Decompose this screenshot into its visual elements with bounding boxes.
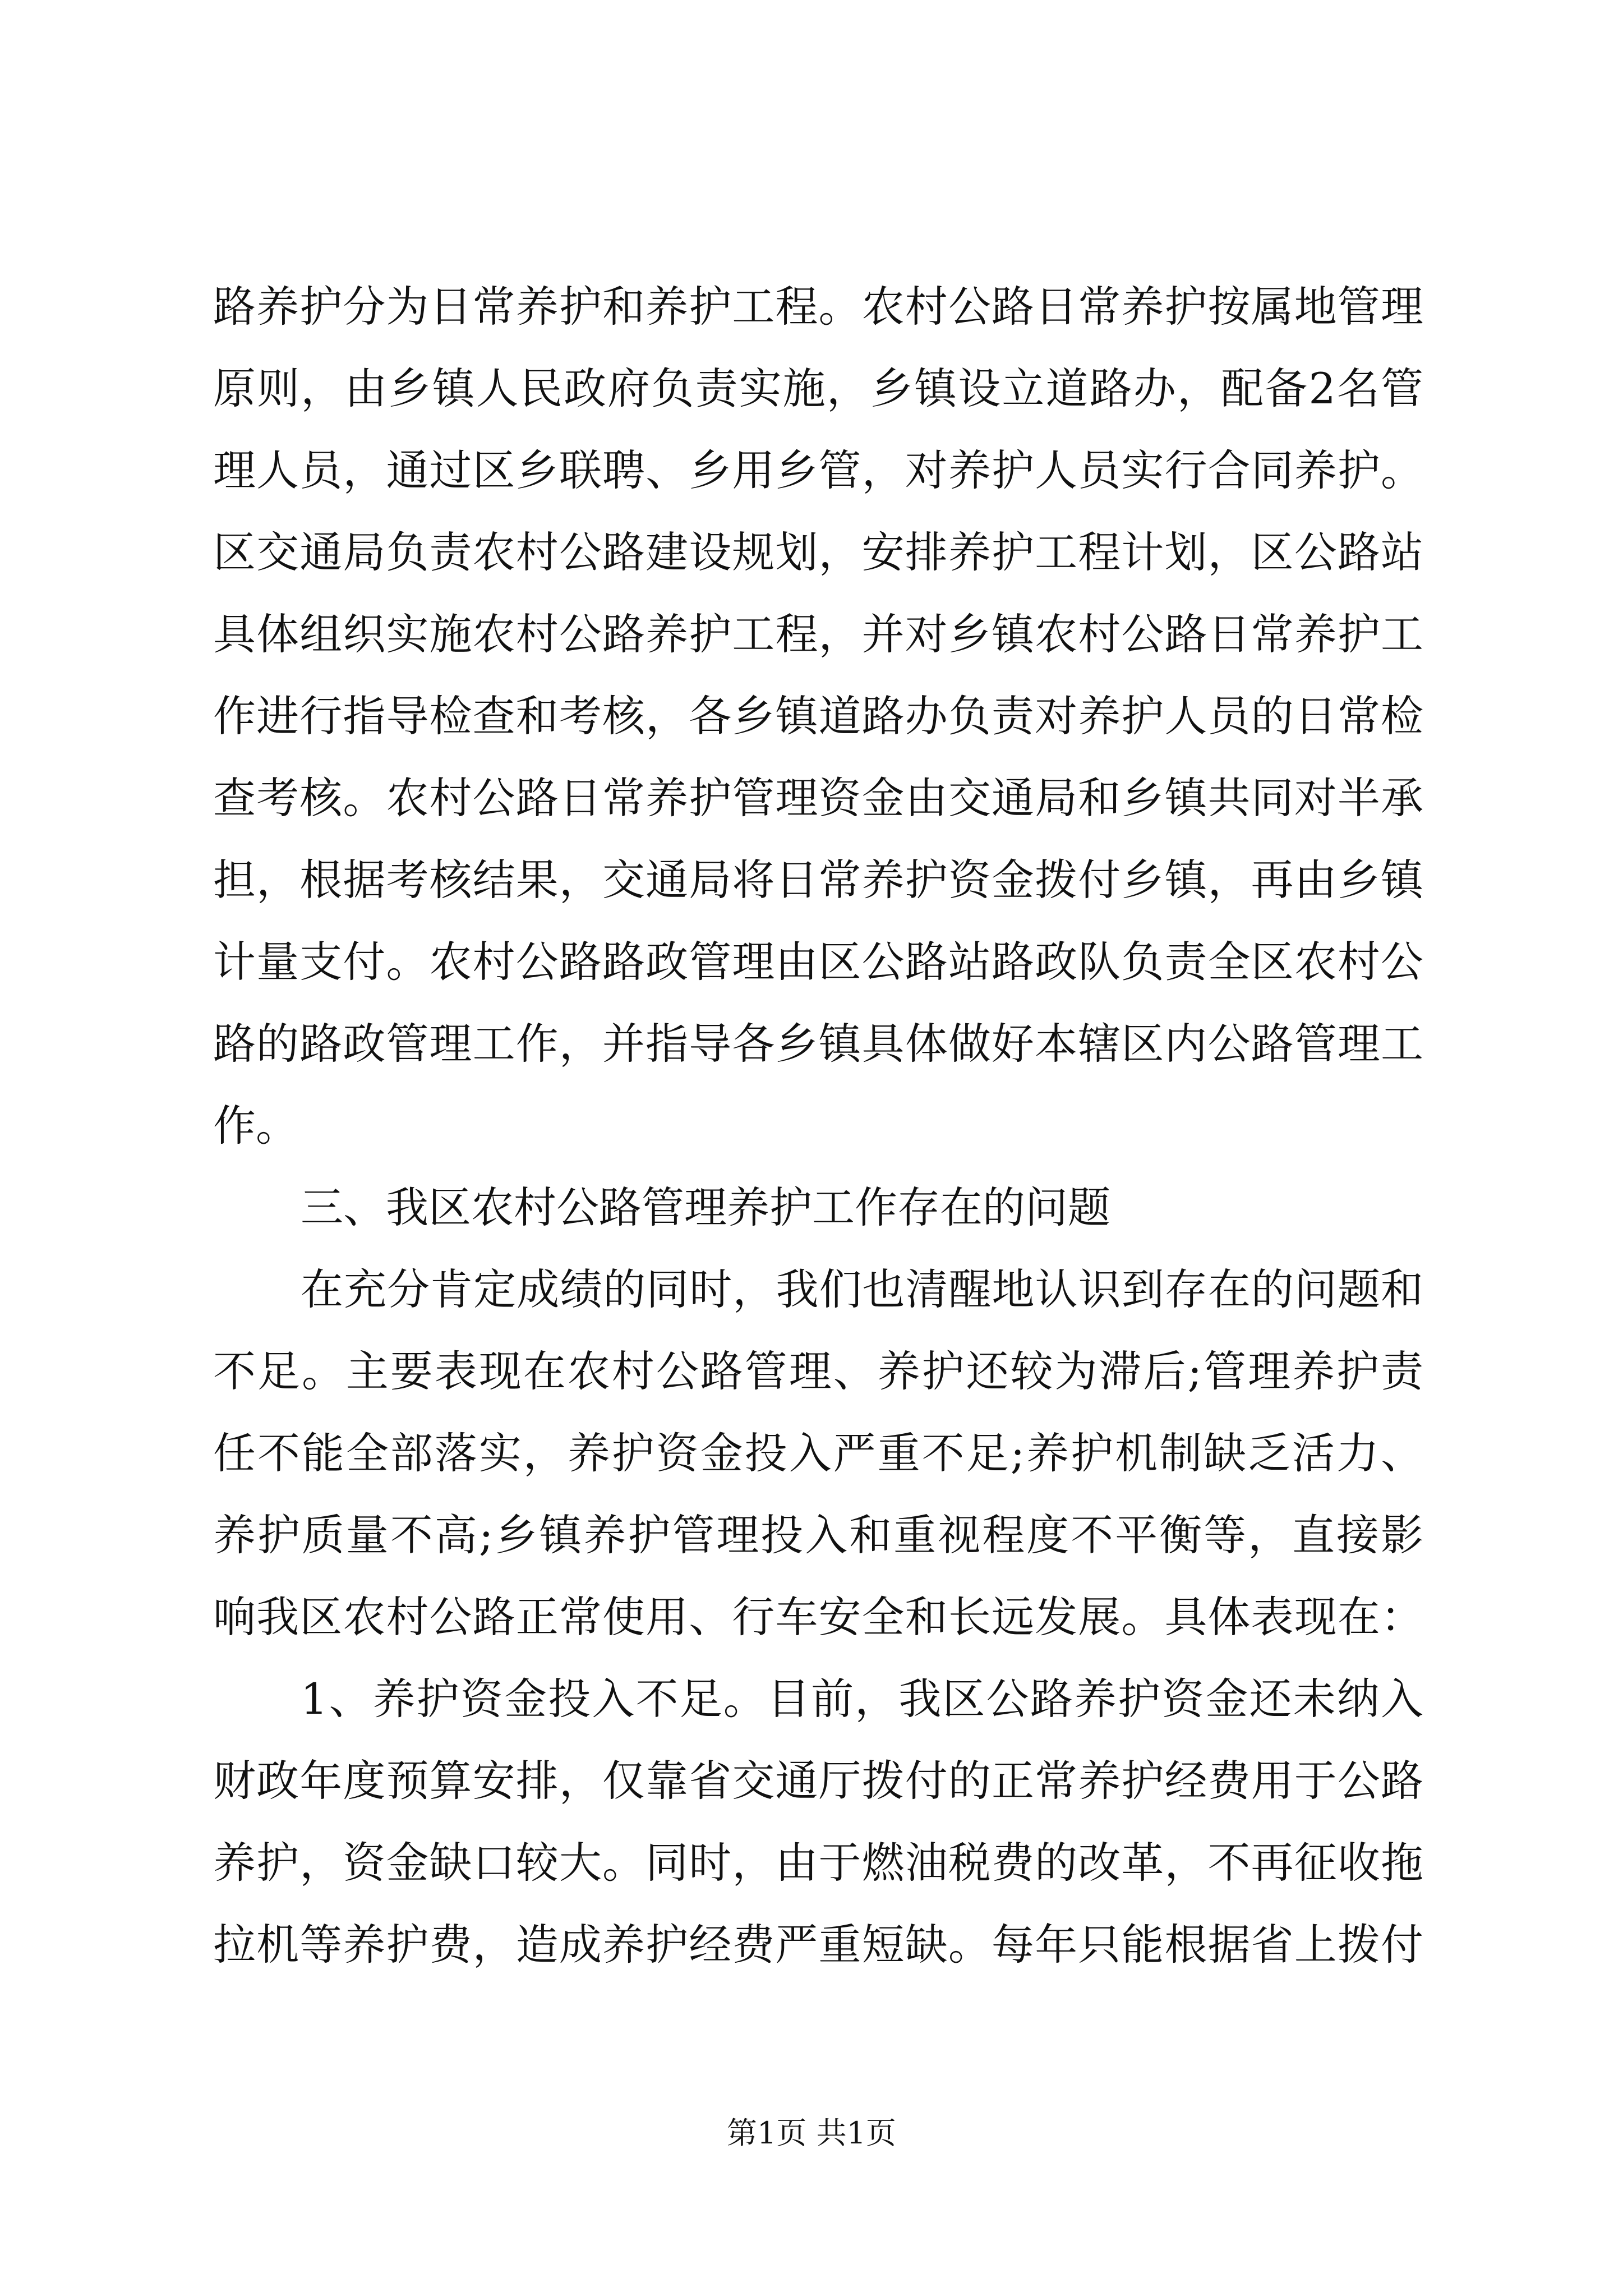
page-footer [0,2114,1623,2153]
body-line: 计量支付。农村公路路政管理由区公路站路政队负责全区农村公 [213,937,1423,987]
paragraph-line: 拉机等养护费，造成养护经费严重短缺。每年只能根据省上拨付 [213,1920,1423,1970]
body-line: 作进行指导检查和考核，各乡镇道路办负责对养护人员的日常检 [213,691,1423,741]
body-line: 查考核。农村公路日常养护管理资金由交通局和乡镇共同对半承 [213,773,1423,823]
paragraph-line: 响我区农村公路正常使用、行车安全和长远发展。具体表现在： [213,1592,1423,1642]
section-heading: 三、我区农村公路管理养护工作存在的问题 [301,1182,1110,1232]
body-line: 理人员，通过区乡联聘、乡用乡管，对养护人员实行合同养护。 [213,445,1423,495]
body-line: 担，根据考核结果，交通局将日常养护资金拨付乡镇，再由乡镇 [213,855,1423,905]
page-number: 第1页 共1页 [727,2115,896,2151]
body-line: 区交通局负责农村公路建设规划，安排养护工程计划，区公路站 [213,527,1423,577]
paragraph-line: 不足。主要表现在农村公路管理、养护还较为滞后;管理养护责 [213,1346,1423,1396]
body-line: 路养护分为日常养护和养护工程。农村公路日常养护按属地管理 [213,282,1423,332]
paragraph-line: 任不能全部落实，养护资金投入严重不足;养护机制缺乏活力、 [213,1428,1423,1478]
paragraph-line: 养护，资金缺口较大。同时，由于燃油税费的改革，不再征收拖 [213,1838,1423,1888]
document-body [213,266,1423,1986]
paragraph-line: 1、养护资金投入不足。目前，我区公路养护资金还未纳入 [301,1674,1423,1724]
paragraph-line: 在充分肯定成绩的同时，我们也清醒地认识到存在的问题和 [301,1264,1423,1314]
body-line: 路的路政管理工作，并指导各乡镇具体做好本辖区内公路管理工 [213,1019,1423,1069]
paragraph-line: 财政年度预算安排，仅靠省交通厅拨付的正常养护经费用于公路 [213,1756,1423,1806]
paragraph-line: 养护质量不高;乡镇养护管理投入和重视程度不平衡等，直接影 [213,1510,1423,1560]
body-line: 原则，由乡镇人民政府负责实施，乡镇设立道路办，配备2名管 [213,364,1423,413]
body-line: 具体组织实施农村公路养护工程，并对乡镇农村公路日常养护工 [213,609,1423,659]
body-line: 作。 [213,1101,298,1151]
